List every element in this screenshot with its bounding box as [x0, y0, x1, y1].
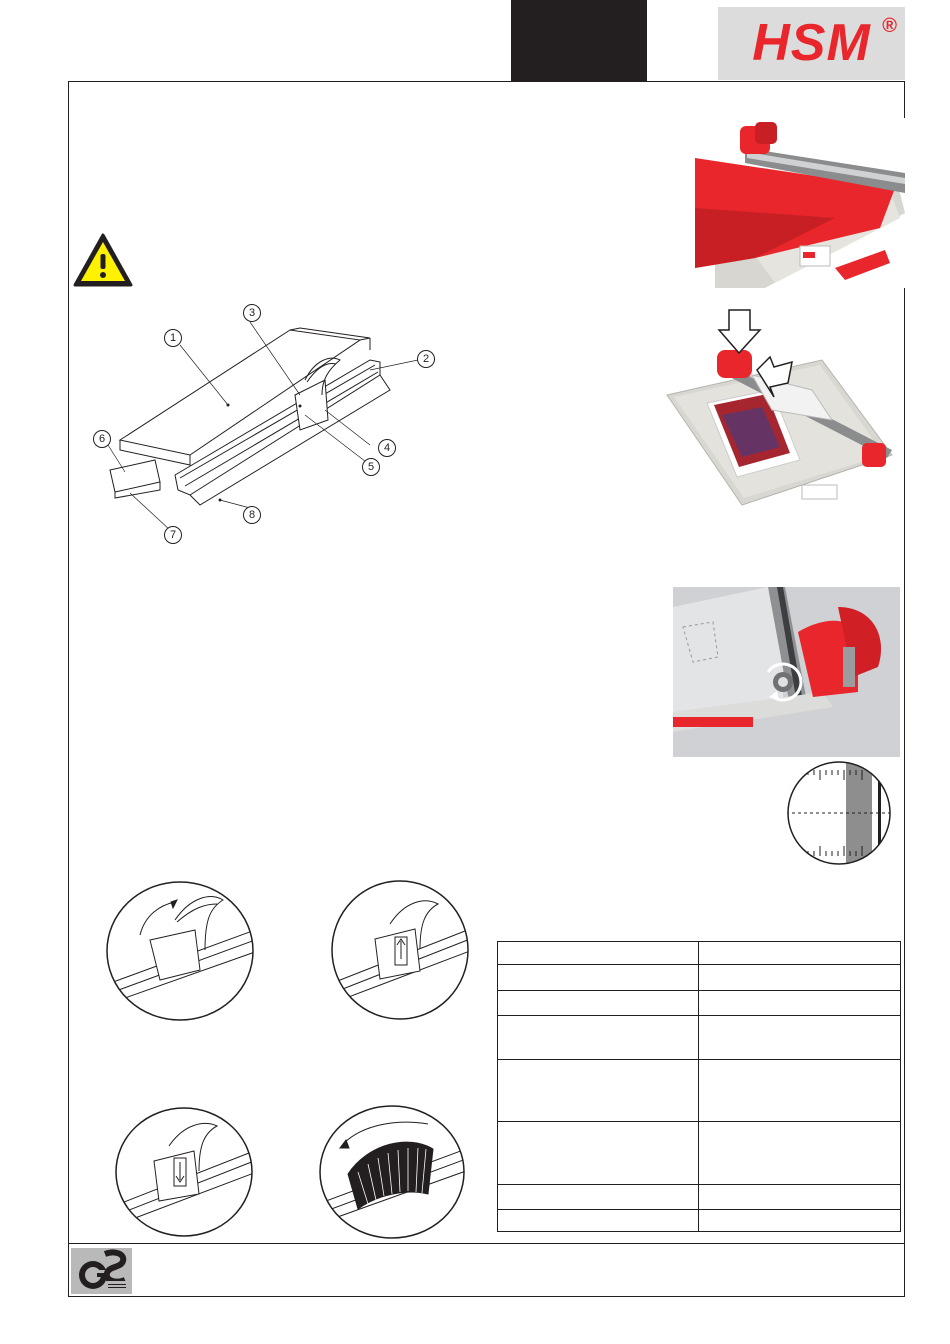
- callout-8: 8: [243, 506, 261, 524]
- table-row: [498, 1185, 901, 1210]
- table-row: [498, 1210, 901, 1232]
- table-cell: [699, 1185, 901, 1210]
- brand-text: HSM: [752, 14, 871, 72]
- hsm-logo: [718, 7, 905, 80]
- table-cell: [699, 1210, 901, 1232]
- table-cell: [498, 1185, 699, 1210]
- callout-3: 3: [243, 304, 261, 322]
- table-cell: [498, 1060, 699, 1122]
- table-cell: [699, 1122, 901, 1185]
- product-photo-closeup: [673, 587, 900, 757]
- product-photo-operation: [662, 305, 897, 515]
- detail-step-2: [330, 879, 470, 1021]
- table-cell: [498, 942, 699, 965]
- detail-step-3: [114, 1106, 254, 1238]
- table-cell: [498, 991, 699, 1016]
- table-cell: [699, 1060, 901, 1122]
- table-row: [498, 1016, 901, 1060]
- callout-2: 2: [417, 350, 435, 368]
- product-photo-cutting: [695, 118, 905, 288]
- table-row: [498, 942, 901, 965]
- gs-certification-icon: [71, 1248, 132, 1294]
- registered-mark: ®: [882, 15, 897, 37]
- table-row: [498, 1060, 901, 1122]
- table-row: [498, 1122, 901, 1185]
- specifications-table: [497, 941, 901, 1232]
- table-cell: [699, 1016, 901, 1060]
- callout-7: 7: [164, 526, 182, 544]
- warning-triangle-icon: [72, 232, 134, 288]
- callout-5: 5: [362, 458, 380, 476]
- product-overview-diagram: [100, 300, 440, 550]
- table-cell: [498, 1210, 699, 1232]
- table-cell: [498, 965, 699, 991]
- table-row: [498, 991, 901, 1016]
- table-row: [498, 965, 901, 991]
- table-cell: [498, 1122, 699, 1185]
- header-tab: [511, 0, 647, 82]
- footer-divider: [68, 1243, 905, 1244]
- table-cell: [699, 965, 901, 991]
- table-cell: [699, 942, 901, 965]
- table-cell: [699, 991, 901, 1016]
- callout-6: 6: [93, 430, 111, 448]
- table-cell: [498, 1016, 699, 1060]
- callout-1: 1: [164, 329, 182, 347]
- detail-step-4: [318, 1104, 466, 1240]
- callout-4: 4: [378, 439, 396, 457]
- detail-step-1: [105, 880, 255, 1022]
- scale-detail-icon: [786, 760, 892, 866]
